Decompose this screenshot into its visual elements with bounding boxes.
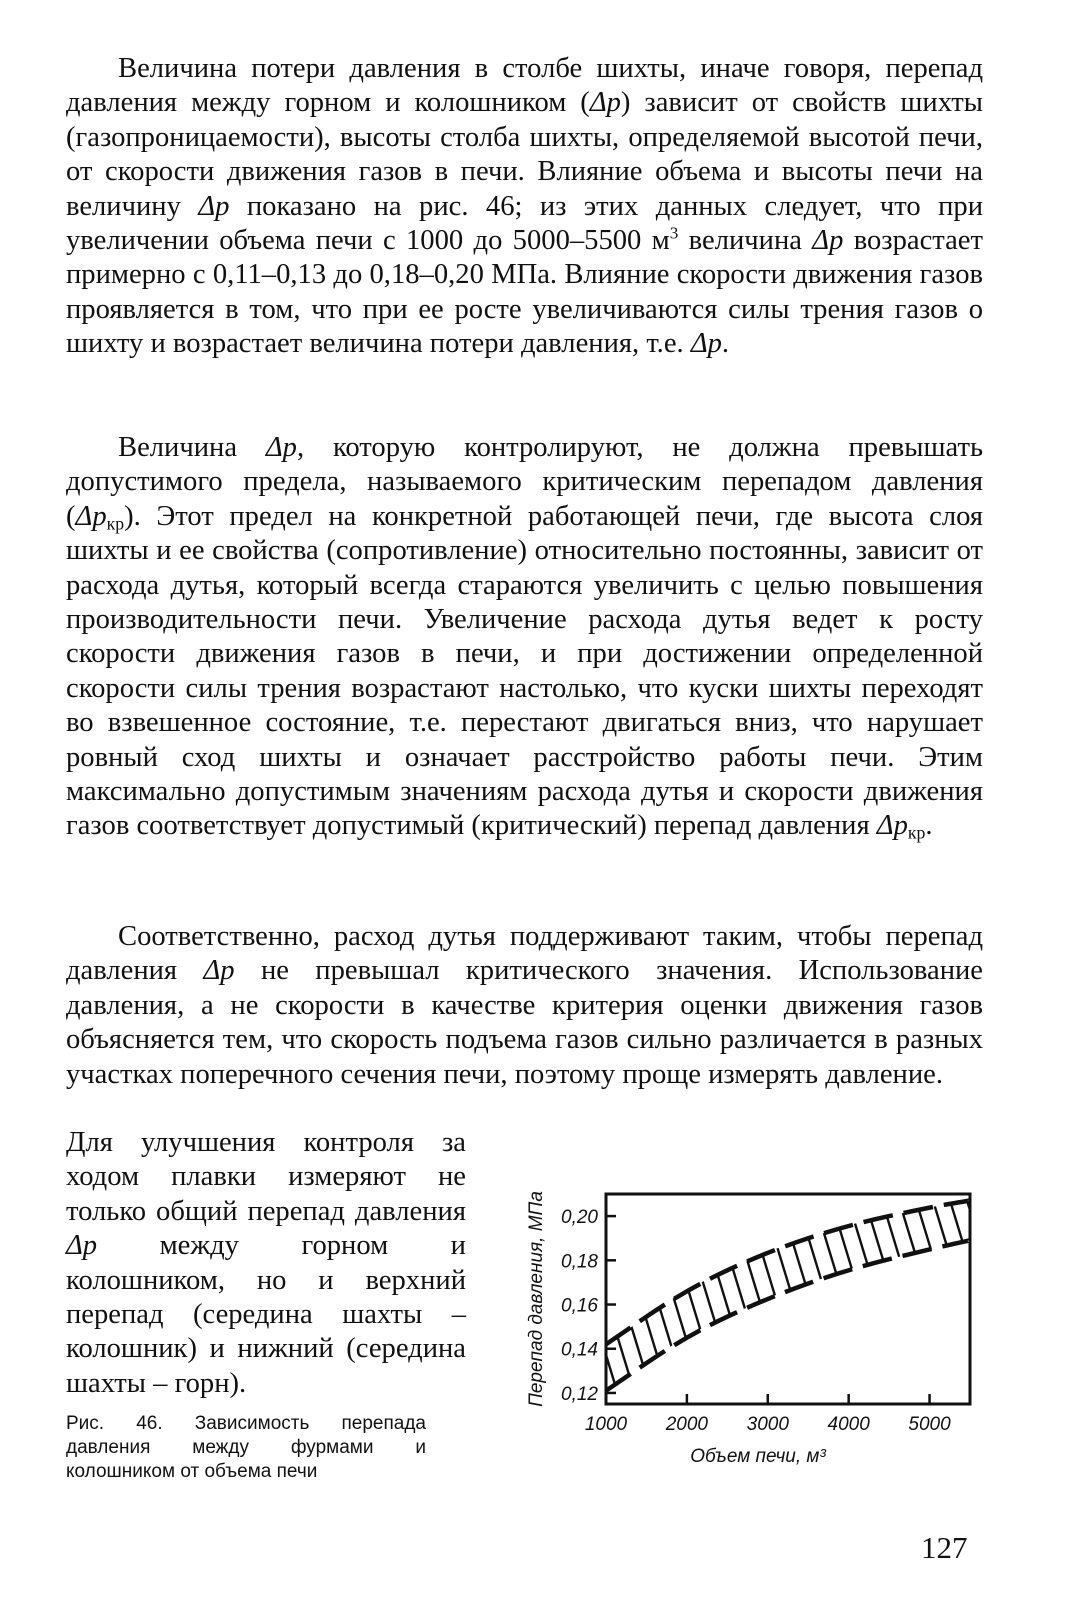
- hatch-line: [673, 1184, 743, 1414]
- hatch-line: [690, 1184, 760, 1414]
- y-tick-label: 0,18: [561, 1251, 598, 1273]
- x-tick-label: 2000: [665, 1414, 709, 1435]
- hatch-line: [622, 1184, 692, 1414]
- paragraph-1: Величина потери давления в столбе шихты, иначе говоря, перепад давления между горном и колошником (Δp) зависит от свойств шихты (газопроницаемости), высоты столба шихты, определяемой высотой печи, от скорости движения газов в печи. Влияние объема и высоты печи на величину Δp показано на рис. 46; из этих данных следует, что при увеличении объема печи с 1000 до 5000–5500 $м^3$ величина Δp возрастает примерно с 0,11–0,13 до 0,18–0,20 МПа. Влияние скорости движения газов проявляется в том, что при ее росте увеличиваются силы трения газов о шихту и возрастает величина потери давления, т.е. Δp.: [66, 53, 983, 360]
- hatch-line: [894, 1184, 964, 1414]
- hatch-line: [724, 1184, 794, 1414]
- paragraph-3-continuation: Для улучшения контроля за ходом плавки измеряют не только общий перепад давления Δp между горном и колошником, но и верхний перепад (середина шахты – колошник) и нижний (середина шахты – горн).: [66, 1127, 466, 1399]
- hatch-line: [792, 1184, 862, 1414]
- hatch-line: [605, 1184, 675, 1414]
- plot-frame: [606, 1194, 970, 1404]
- y-axis-label: Перепад давления, МПа: [526, 1191, 547, 1407]
- hatch-line: [809, 1184, 879, 1414]
- pressure-drop-chart: [500, 1170, 990, 1480]
- x-tick-label: 5000: [908, 1414, 951, 1435]
- paragraph-3: Соответственно, расход дутья поддерживают таким, чтобы перепад давления Δp не превышал критического значения. Использование давления, а не скорости в качестве критерия оценки движения газов объясняется тем, что скорость подъема газов сильно различается в разных участках поперечного сечения печи, поэтому проще измерять давление.: [66, 921, 984, 1090]
- y-tick-label: 0,12: [561, 1383, 598, 1405]
- hatch-line: [656, 1184, 726, 1414]
- y-tick-label: 0,14: [561, 1339, 598, 1361]
- lower-boundary-line: [606, 1240, 970, 1390]
- upper-boundary-line: [606, 1201, 970, 1345]
- paragraph-2: Величина Δp, которую контролируют, не должна превышать допустимого предела, называемого критическим перепадом давления $(\Delta p_{кр})$. Этот предел на конкретной работающей печи, где высота слоя шихты и ее свойства (сопротивление) относительно постоянны, зависит от расхода дутья, который всегда стараются увеличить с целью повышения производительности печи. Увеличение расхода дутья ведет к росту скорости движения газов в печи, и при достижении определенной скорости силы трения возрастают настолько, что куски шихты переходят во взвешенное состояние, т.е. перестают двигаться вниз, что нарушает ровный сход шихты и означает расстройство работы печи. Этим максимально допустимым значениям расхода дутья и скорости движения газов соответствует допустимый (критический) перепад давления $\Delta p_{кр}$.: [66, 432, 983, 843]
- y-tick-label: 0,16: [561, 1295, 598, 1317]
- figure-caption: Рис. 46. Зависимость перепада давления между фурмами и колошником от объема печи: [66, 1413, 426, 1482]
- band-boundaries: [606, 1201, 970, 1391]
- hatch-line: [945, 1184, 990, 1414]
- x-tick-label: 1000: [584, 1414, 628, 1435]
- hatch-line: [775, 1184, 845, 1414]
- x-tick-label: 4000: [827, 1414, 870, 1435]
- hatch-line: [928, 1184, 990, 1414]
- page-number: 127: [921, 1530, 968, 1565]
- y-tick-label: 0,20: [561, 1207, 598, 1229]
- hatch-line: [962, 1184, 990, 1414]
- x-tick-label: 3000: [746, 1414, 789, 1435]
- hatch-line: [741, 1184, 811, 1414]
- hatch-line: [639, 1184, 709, 1414]
- hatch-line: [979, 1184, 990, 1414]
- x-axis-label: Объем печи, м³: [690, 1446, 826, 1467]
